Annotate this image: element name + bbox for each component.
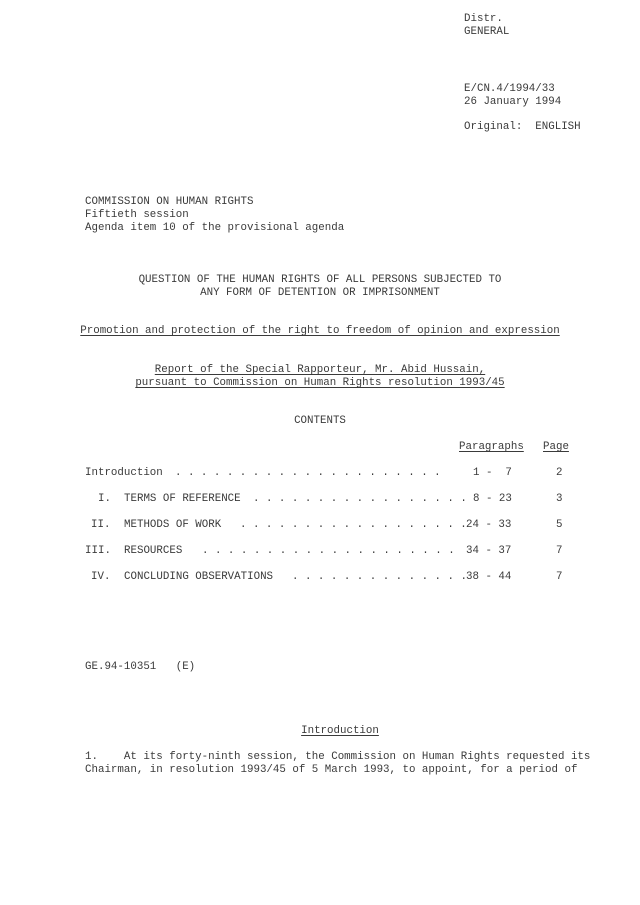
document-symbol: E/CN.4/1994/33 bbox=[464, 83, 555, 95]
report-line-1: Report of the Special Rapporteur, Mr. Abid Hussain, bbox=[154, 364, 486, 376]
toc-page: 2 bbox=[556, 467, 563, 479]
contents-heading: CONTENTS bbox=[294, 415, 346, 427]
toc-label: Introduction bbox=[85, 467, 163, 479]
original-language: Original: ENGLISH bbox=[464, 121, 581, 133]
toc-dots: . . . . . . . . . . . . . . . . . . . . . bbox=[175, 467, 441, 479]
toc-dots: . . . . . . . . . . . . . . . . . . . . bbox=[202, 545, 455, 557]
toc-paragraphs: 8 - 23 bbox=[473, 493, 512, 505]
session-name: Fiftieth session bbox=[85, 209, 189, 221]
col-header-paragraphs: Paragraphs bbox=[459, 441, 524, 453]
toc-row-terms-of-reference[interactable] bbox=[85, 493, 585, 506]
paragraph-1-line-2: Chairman, in resolution 1993/45 of 5 March 1993, to appoint, for a period of bbox=[85, 764, 578, 776]
paragraph-1-line-1: 1. At its forty-ninth session, the Commission on Human Rights requested its bbox=[85, 751, 591, 763]
toc-row-introduction[interactable] bbox=[85, 467, 585, 480]
toc-label: CONCLUDING OBSERVATIONS bbox=[124, 571, 274, 583]
introduction-heading: Introduction bbox=[301, 725, 379, 737]
toc-label: METHODS OF WORK bbox=[124, 519, 222, 531]
toc-dots: . . . . . . . . . . . . . . . . . . bbox=[240, 519, 467, 531]
distribution-type: GENERAL bbox=[464, 26, 510, 38]
toc-paragraphs: 34 - 37 bbox=[466, 545, 512, 557]
toc-paragraphs: 1 - 7 bbox=[473, 467, 512, 479]
toc-paragraphs: 24 - 33 bbox=[466, 519, 512, 531]
toc-number: III. bbox=[85, 545, 111, 557]
toc-page: 3 bbox=[556, 493, 563, 505]
toc-row-resources[interactable] bbox=[85, 545, 585, 558]
toc-page: 5 bbox=[556, 519, 563, 531]
toc-dots: . . . . . . . . . . . . . . . . . bbox=[253, 493, 467, 505]
title-line-1: QUESTION OF THE HUMAN RIGHTS OF ALL PERSONS SUBJECTED TO bbox=[138, 274, 502, 286]
distribution-label: Distr. bbox=[464, 13, 503, 25]
report-line-2: pursuant to Commission on Human Rights resolution 1993/45 bbox=[135, 377, 505, 389]
title-line-2: ANY FORM OF DETENTION OR IMPRISONMENT bbox=[200, 287, 440, 299]
toc-number: II. bbox=[91, 519, 111, 531]
toc-label: TERMS OF REFERENCE bbox=[124, 493, 241, 505]
toc-dots: . . . . . . . . . . . . . . bbox=[292, 571, 467, 583]
job-code: GE.94-10351 (E) bbox=[85, 661, 196, 673]
col-header-page: Page bbox=[543, 441, 569, 453]
subtitle: Promotion and protection of the right to freedom of opinion and expression bbox=[80, 325, 560, 337]
toc-paragraphs: 38 - 44 bbox=[466, 571, 512, 583]
agenda-item: Agenda item 10 of the provisional agenda bbox=[85, 222, 345, 234]
toc-row-methods-of-work[interactable] bbox=[85, 519, 585, 532]
organ-name: COMMISSION ON HUMAN RIGHTS bbox=[85, 196, 254, 208]
document-date: 26 January 1994 bbox=[464, 96, 562, 108]
toc-row-concluding-observations[interactable] bbox=[85, 571, 585, 584]
toc-label: RESOURCES bbox=[124, 545, 183, 557]
toc-page: 7 bbox=[556, 545, 563, 557]
toc-page: 7 bbox=[556, 571, 563, 583]
toc-number: IV. bbox=[91, 571, 111, 583]
toc-number: I. bbox=[98, 493, 111, 505]
